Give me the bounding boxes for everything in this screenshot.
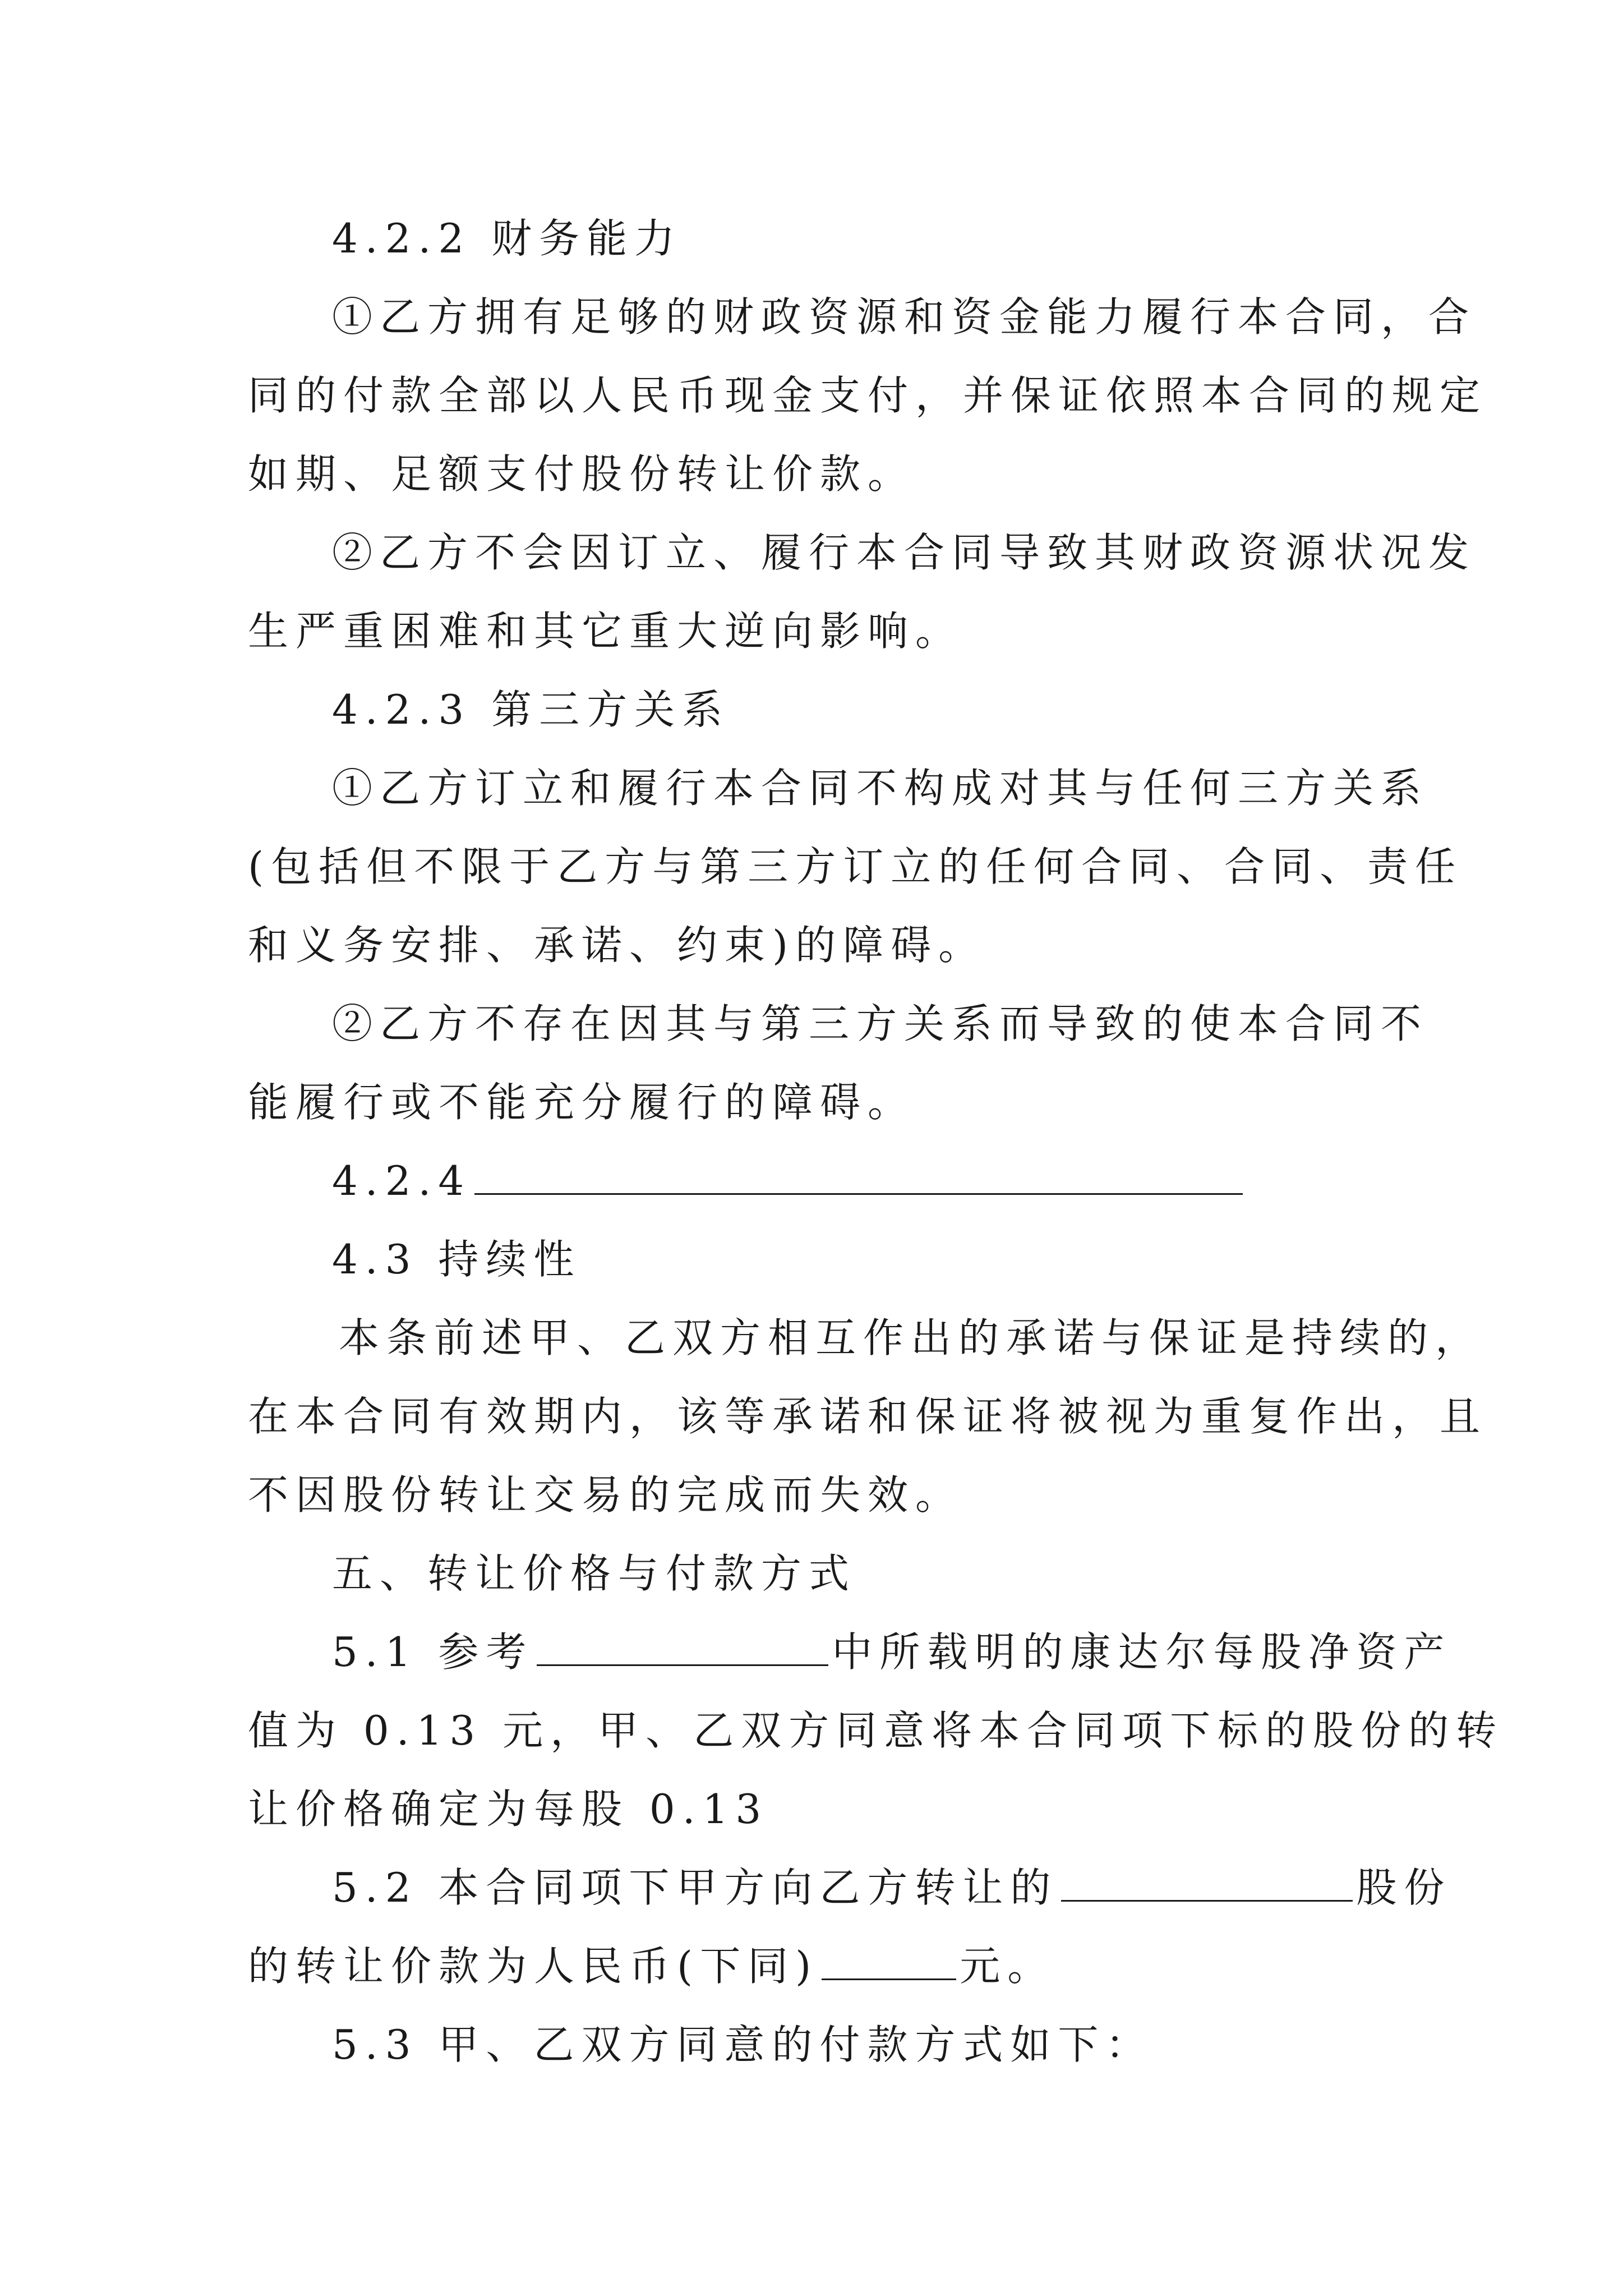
fill-in-blank	[1061, 1863, 1353, 1902]
paragraph-line: (包括但不限于乙方与第三方订立的任何合同、合同、责任	[248, 843, 1463, 890]
paragraph-line: 生严重困难和其它重大逆向影响。	[248, 608, 963, 655]
text-segment: 5.1 参考	[332, 1628, 534, 1676]
fill-in-blank	[474, 1156, 1243, 1195]
paragraph-line: 同的付款全部以人民币现金支付，并保证依照本合同的规定	[248, 372, 1488, 419]
heading-4-2-3: 4.2.3 第三方关系	[332, 686, 730, 733]
heading-4-2-2: 4.2.2 财务能力	[332, 215, 683, 262]
paragraph-line	[332, 1860, 1459, 1916]
paragraph-line: 本条前述甲、乙双方相互作出的承诺与保证是持续的，	[339, 1314, 1483, 1361]
fill-in-blank	[822, 1941, 956, 1980]
clause-number: 4.2.4	[332, 1157, 472, 1204]
heading-4-2-4	[332, 1153, 1459, 1209]
paragraph-line: ①乙方订立和履行本合同不构成对其与任何三方关系	[332, 765, 1429, 812]
text-segment: 的转让价款为人民币(下同)	[248, 1943, 819, 1990]
heading-4-3: 4.3 持续性	[332, 1236, 582, 1283]
paragraph-line: 值为 0.13 元，甲、乙双方同意将本合同项下标的股份的转	[248, 1707, 1504, 1754]
paragraph-line	[248, 1938, 1375, 1994]
paragraph-line: 不因股份转让交易的完成而失效。	[248, 1471, 963, 1519]
paragraph-line	[332, 1624, 1459, 1680]
paragraph-line: ②乙方不存在因其与第三方关系而导致的使本合同不	[332, 1000, 1429, 1047]
section-heading-5: 五、转让价格与付款方式	[332, 1550, 857, 1597]
fill-in-blank	[537, 1627, 828, 1666]
text-segment: 元。	[960, 1943, 1055, 1990]
paragraph-line: 如期、足额支付股份转让价款。	[248, 450, 916, 498]
paragraph-line: 和义务安排、承诺、约束)的障碍。	[248, 922, 986, 969]
paragraph-line: 5.3 甲、乙双方同意的付款方式如下：	[332, 2021, 1154, 2068]
paragraph-line: 在本合同有效期内，该等承诺和保证将被视为重复作出，且	[248, 1393, 1488, 1440]
paragraph-line: ②乙方不会因订立、履行本合同导致其财政资源状况发	[332, 529, 1477, 576]
text-segment: 中所载明的康达尔每股净资产	[832, 1628, 1452, 1676]
paragraph-line: 让价格确定为每股 0.13	[248, 1786, 769, 1833]
text-segment: 5.2 本合同项下甲方向乙方转让的	[332, 1864, 1058, 1911]
text-segment: 股份	[1356, 1864, 1452, 1911]
paragraph-line: ①乙方拥有足够的财政资源和资金能力履行本合同，合	[332, 293, 1477, 341]
paragraph-line: 能履行或不能充分履行的障碍。	[248, 1079, 916, 1126]
